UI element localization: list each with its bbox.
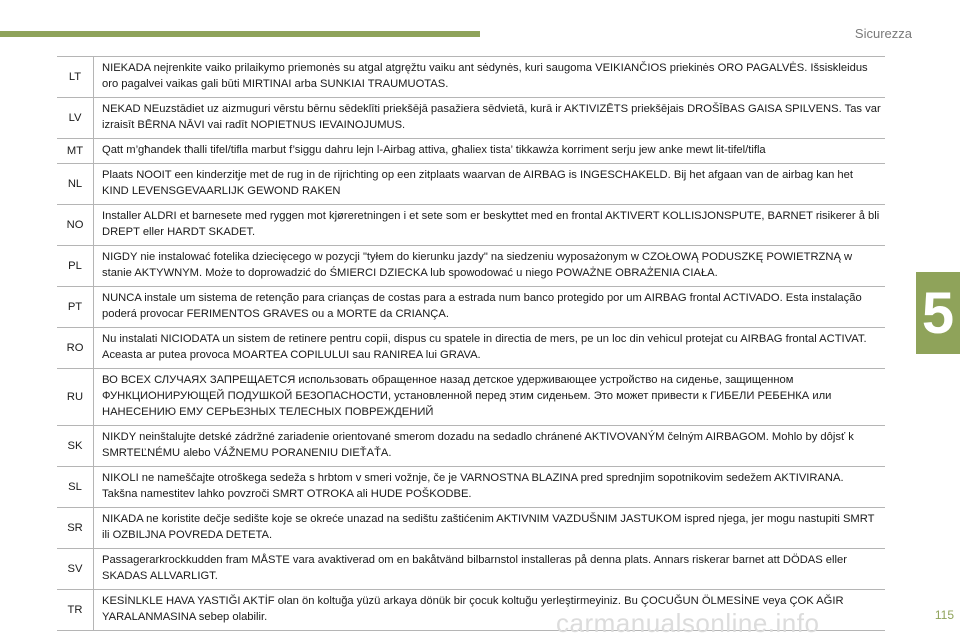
- warning-text: ВО ВСЕХ СЛУЧАЯХ ЗАПРЕЩАЕТСЯ использовать обращенное назад детское удерживающее устройство на сиденье, защищенном ФУНКЦИОНИРУЮЩЕЙ ПОДУШКОЙ БЕЗОПАСНОСТИ, установленной перед этим сиденьем. Это может привести к ГИБЕЛИ РЕБЕНКА или НАНЕСЕНИЮ ЕМУ СЕРЬЕЗНЫХ ТЕЛЕСНЫХ ПОВРЕЖДЕНИЙ: [94, 369, 886, 426]
- language-code: RO: [57, 328, 94, 369]
- language-code: TR: [57, 590, 94, 631]
- section-title: Sicurezza: [854, 26, 912, 41]
- language-code: LV: [57, 98, 94, 139]
- language-code: SK: [57, 426, 94, 467]
- table-row: [57, 139, 885, 164]
- table-row: [57, 549, 885, 590]
- language-code: PT: [57, 287, 94, 328]
- table-body: [57, 57, 885, 631]
- table-row: [57, 164, 885, 205]
- warning-text: NIGDY nie instalować fotelika dziecięcego w pozycji "tyłem do kierunku jazdy" na siedzeniu wyposażonym w CZOŁOWĄ PODUSZKĘ POWIETRZNĄ w stanie AKTYWNYM. Może to doprowadzić do ŚMIERCI DZIECKA lub spowodować u niego POWAŻNE OBRAŻENIA CIAŁA.: [94, 246, 886, 287]
- warning-text: NIKDY neinštalujte detské zádržné zariadenie orientované smerom dozadu na sedadlo chránené AKTIVOVANÝM čelným AIRBAGOM. Mohlo by dôjsť k SMRTEĽNÉMU alebo VÁŽNEMU PORANENIU DIEŤAŤA.: [94, 426, 886, 467]
- table-row: [57, 467, 885, 508]
- warning-text: KESİNLKLE HAVA YASTIĞI AKTİF olan ön koltuğa yüzü arkaya dönük bir çocuk koltuğu yerleştirmeyiniz. Bu ÇOCUĞUN ÖLMESİNE veya ÇOK AĞIR YARALANMASINA sebep olabilir.: [94, 590, 886, 631]
- language-code: RU: [57, 369, 94, 426]
- warning-text: NUNCA instale um sistema de retenção para crianças de costas para a estrada num banco protegido por um AIRBAG frontal ACTIVADO. Esta instalação poderá provocar FERIMENTOS GRAVES ou a MORTE da CRIANÇA.: [94, 287, 886, 328]
- language-code: PL: [57, 246, 94, 287]
- warning-text: Nu instalati NICIODATA un sistem de retinere pentru copii, dispus cu spatele in directia de mers, pe un loc din vehicul protejat cu AIRBAG frontal ACTIVAT. Aceasta ar putea provoca MOARTEA COPILULUI sau RANIREA lui GRAVA.: [94, 328, 886, 369]
- page-number: 115: [934, 608, 954, 622]
- language-code: SL: [57, 467, 94, 508]
- warning-text: NIKOLI ne nameščajte otroškega sedeža s hrbtom v smeri vožnje, če je VARNOSTNA BLAZINA pred sprednjim sopotnikovim sedežem AKTIVIRANA. Takšna namestitev lahko povzroči SMRT OTROKA ali HUDE POŠKODBE.: [94, 467, 886, 508]
- language-code: SR: [57, 508, 94, 549]
- language-code: NO: [57, 205, 94, 246]
- table-row: [57, 426, 885, 467]
- language-warning-table: [57, 56, 885, 631]
- warning-text: Plaats NOOIT een kinderzitje met de rug in de rijrichting op een zitplaats waarvan de AIRBAG is INGESCHAKELD. Bij het afgaan van de airbag kan het KIND LEVENSGEVAARLIJK GEWOND RAKEN: [94, 164, 886, 205]
- table-row: [57, 98, 885, 139]
- table-row: [57, 369, 885, 426]
- warning-text: Passagerarkrockkudden fram MÅSTE vara avaktiverad om en bakåtvänd bilbarnstol installeras på denna plats. Annars riskerar barnet att DÖDAS eller SKADAS ALLVARLIGT.: [94, 549, 886, 590]
- watermark: carmanualsonline.info: [556, 608, 820, 638]
- warning-text: Installer ALDRI et barnesete med ryggen mot kjøreretningen i et sete som er beskyttet med en frontal AKTIVERT KOLLISJONSPUTE, BARNET risikerer å bli DREPT eller HARDT SKADET.: [94, 205, 886, 246]
- table-row: [57, 57, 885, 98]
- table-row: [57, 246, 885, 287]
- warning-text: NIKADA ne koristite dečje sedište koje se okreće unazad na sedištu zaštićenim AKTIVNIM VAZDUŠNIM JASTUKOM ispred njega, jer mogu nastupiti SMRT ili OZBILJNA POVREDA DETETA.: [94, 508, 886, 549]
- language-code: LT: [57, 57, 94, 98]
- warning-text: Qatt m’għandek tħalli tifel/tifla marbut f’siggu dahru lejn l-Airbag attiva, għaliex tista’ tikkawża korriment serju jew anke mewt lit-tifel/tifla: [94, 139, 886, 164]
- header-accent-bar: [0, 31, 480, 37]
- table-row: [57, 508, 885, 549]
- table-row: [57, 205, 885, 246]
- table-row: [57, 328, 885, 369]
- language-code: SV: [57, 549, 94, 590]
- warning-text: NEKAD NEuzstādiet uz aizmuguri vērstu bērnu sēdeklīti priekšējā pasažiera sēdvietā, kurā ir AKTIVIZĒTS priekšējais DROŠĪBAS GAISA SPILVENS. Tas var izraisīt BĒRNA NĀVI vai radīt NOPIETNUS IEVAINOJUMUS.: [94, 98, 886, 139]
- language-code: NL: [57, 164, 94, 205]
- table-row: [57, 287, 885, 328]
- warning-text: NIEKADA neįrenkite vaiko prilaikymo priemonės su atgal atgręžtu vaiku ant sėdynės, kuri saugoma VEIKIANČIOS priekinės ORO PAGALVĖS. Išsiskleidus oro pagalvei vaikas gali būti MIRTINAI arba SUNKIAI TRAUMUOTAS.: [94, 57, 886, 98]
- chapter-tab: 5: [916, 272, 960, 354]
- language-code: MT: [57, 139, 94, 164]
